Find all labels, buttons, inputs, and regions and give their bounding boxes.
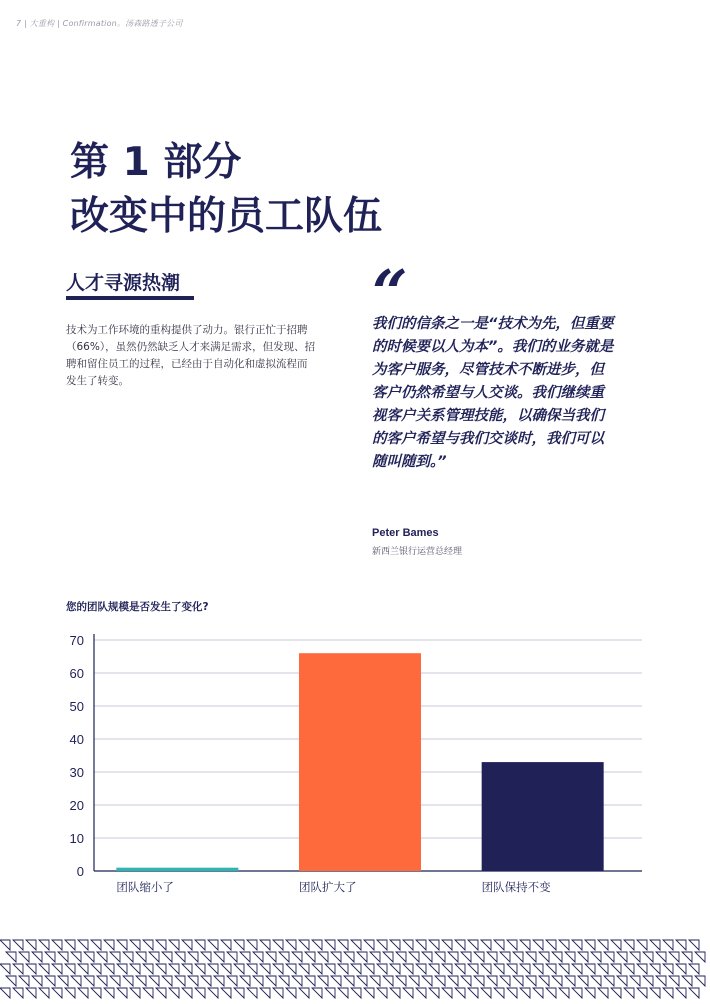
triangle-outline-icon: [357, 976, 367, 986]
triangle-outline-icon: [240, 976, 250, 986]
triangle-outline-icon: [630, 952, 640, 962]
triangle-outline-icon: [260, 940, 270, 950]
triangle-outline-icon: [52, 940, 62, 950]
triangle-outline-icon: [84, 976, 94, 986]
triangle-outline-icon: [663, 964, 673, 974]
triangle-outline-icon: [416, 964, 426, 974]
triangle-outline-icon: [338, 940, 348, 950]
triangle-outline-icon: [546, 964, 556, 974]
triangle-outline-icon: [598, 964, 608, 974]
triangle-outline-icon: [468, 988, 478, 998]
triangle-outline-icon: [344, 952, 354, 962]
triangle-outline-icon: [650, 940, 660, 950]
triangle-outline-icon: [110, 976, 120, 986]
triangle-outline-icon: [39, 964, 49, 974]
triangle-outline-icon: [253, 952, 263, 962]
triangle-outline-icon: [338, 964, 348, 974]
triangle-outline-icon: [689, 988, 699, 998]
triangle-outline-icon: [169, 988, 179, 998]
triangle-outline-icon: [533, 964, 543, 974]
triangle-outline-icon: [260, 988, 270, 998]
triangle-outline-icon: [533, 940, 543, 950]
triangle-outline-icon: [663, 940, 673, 950]
triangle-outline-icon: [429, 988, 439, 998]
triangle-outline-icon: [13, 940, 23, 950]
triangle-outline-icon: [143, 988, 153, 998]
triangle-outline-icon: [266, 976, 276, 986]
triangle-outline-icon: [572, 988, 582, 998]
triangle-outline-icon: [169, 964, 179, 974]
triangle-outline-icon: [78, 964, 88, 974]
triangle-outline-icon: [585, 940, 595, 950]
triangle-outline-icon: [6, 952, 16, 962]
triangle-outline-icon: [71, 976, 81, 986]
triangle-outline-icon: [156, 940, 166, 950]
triangle-outline-icon: [305, 976, 315, 986]
triangle-outline-icon: [123, 976, 133, 986]
triangle-outline-icon: [585, 964, 595, 974]
triangle-outline-icon: [299, 940, 309, 950]
triangle-outline-icon: [494, 988, 504, 998]
triangle-outline-icon: [260, 964, 270, 974]
triangle-outline-icon: [507, 988, 517, 998]
quote-author-role: 新西兰银行运营总经理: [372, 547, 463, 557]
triangle-outline-icon: [299, 988, 309, 998]
triangle-outline-icon: [689, 964, 699, 974]
triangle-outline-icon: [370, 976, 380, 986]
triangle-outline-icon: [188, 976, 198, 986]
triangle-outline-icon: [669, 976, 679, 986]
triangle-outline-icon: [507, 964, 517, 974]
section-heading: 人才寻源热潮: [66, 272, 181, 294]
triangle-outline-icon: [669, 952, 679, 962]
triangle-outline-icon: [364, 964, 374, 974]
triangle-outline-icon: [175, 952, 185, 962]
triangle-outline-icon: [208, 964, 218, 974]
triangle-outline-icon: [136, 976, 146, 986]
triangle-outline-icon: [221, 940, 231, 950]
triangle-outline-icon: [65, 964, 75, 974]
triangle-outline-icon: [637, 964, 647, 974]
triangle-outline-icon: [130, 940, 140, 950]
triangle-outline-icon: [234, 940, 244, 950]
triangle-outline-icon: [208, 988, 218, 998]
triangle-outline-icon: [435, 952, 445, 962]
triangle-outline-icon: [617, 976, 627, 986]
triangle-outline-icon: [0, 964, 10, 974]
triangle-outline-icon: [84, 952, 94, 962]
triangle-outline-icon: [429, 964, 439, 974]
triangle-outline-icon: [195, 940, 205, 950]
triangle-outline-icon: [104, 988, 114, 998]
triangle-outline-icon: [474, 976, 484, 986]
triangle-outline-icon: [572, 940, 582, 950]
triangle-outline-icon: [32, 976, 42, 986]
triangle-outline-icon: [175, 976, 185, 986]
triangle-outline-icon: [325, 988, 335, 998]
triangle-outline-icon: [286, 940, 296, 950]
triangle-outline-icon: [650, 964, 660, 974]
triangle-outline-icon: [156, 988, 166, 998]
triangle-outline-icon: [364, 988, 374, 998]
triangle-outline-icon: [617, 952, 627, 962]
triangle-outline-icon: [312, 988, 322, 998]
triangle-outline-icon: [637, 940, 647, 950]
triangle-outline-icon: [552, 976, 562, 986]
triangle-outline-icon: [214, 976, 224, 986]
bar: [116, 868, 238, 871]
triangle-outline-icon: [396, 952, 406, 962]
triangle-outline-icon: [273, 940, 283, 950]
triangle-outline-icon: [65, 940, 75, 950]
triangle-outline-icon: [91, 940, 101, 950]
triangle-outline-icon: [136, 952, 146, 962]
triangle-outline-icon: [520, 964, 530, 974]
triangle-outline-icon: [377, 964, 387, 974]
triangle-outline-icon: [559, 988, 569, 998]
triangle-outline-icon: [247, 940, 257, 950]
triangle-outline-icon: [32, 952, 42, 962]
triangle-outline-icon: [539, 952, 549, 962]
triangle-outline-icon: [422, 952, 432, 962]
triangle-outline-icon: [481, 940, 491, 950]
triangle-outline-icon: [409, 976, 419, 986]
triangle-outline-icon: [273, 964, 283, 974]
triangle-outline-icon: [162, 952, 172, 962]
triangle-outline-icon: [364, 940, 374, 950]
triangle-outline-icon: [630, 976, 640, 986]
triangle-outline-icon: [227, 976, 237, 986]
triangle-outline-icon: [572, 964, 582, 974]
y-tick-label: 70: [69, 633, 84, 648]
triangle-outline-icon: [169, 940, 179, 950]
triangle-outline-icon: [130, 988, 140, 998]
triangle-outline-icon: [227, 952, 237, 962]
triangle-outline-icon: [403, 940, 413, 950]
triangle-outline-icon: [455, 988, 465, 998]
triangle-outline-icon: [97, 952, 107, 962]
triangle-outline-icon: [325, 964, 335, 974]
triangle-outline-icon: [325, 940, 335, 950]
triangle-outline-icon: [195, 988, 205, 998]
x-category-label: 团队缩小了: [116, 880, 174, 894]
triangle-outline-icon: [78, 988, 88, 998]
triangle-outline-icon: [416, 988, 426, 998]
triangle-outline-icon: [513, 976, 523, 986]
triangle-outline-icon: [409, 952, 419, 962]
triangle-outline-icon: [247, 988, 257, 998]
triangle-outline-icon: [312, 940, 322, 950]
triangle-outline-icon: [182, 988, 192, 998]
triangle-outline-icon: [234, 988, 244, 998]
triangle-outline-icon: [344, 976, 354, 986]
quote-author: Peter Bames: [372, 527, 439, 539]
triangle-outline-icon: [13, 964, 23, 974]
triangle-outline-icon: [351, 940, 361, 950]
triangle-outline-icon: [351, 964, 361, 974]
triangle-outline-icon: [650, 988, 660, 998]
triangle-outline-icon: [624, 988, 634, 998]
triangle-outline-icon: [474, 952, 484, 962]
triangle-outline-icon: [221, 988, 231, 998]
triangle-outline-icon: [247, 964, 257, 974]
triangle-outline-icon: [500, 952, 510, 962]
triangle-outline-icon: [390, 988, 400, 998]
triangle-outline-icon: [279, 976, 289, 986]
triangle-outline-icon: [117, 964, 127, 974]
triangle-outline-icon: [312, 964, 322, 974]
triangle-outline-icon: [585, 988, 595, 998]
triangle-outline-icon: [162, 976, 172, 986]
triangle-outline-icon: [565, 976, 575, 986]
triangle-outline-icon: [279, 952, 289, 962]
triangle-outline-icon: [604, 976, 614, 986]
triangle-outline-icon: [403, 964, 413, 974]
triangle-outline-icon: [0, 988, 10, 998]
pull-quote: 我们的信条之一是“技术为先，但重要的时候要以人为本”。我们的业务就是为客户服务，尽管技术不断进步，但客户仍然希望与人交谈。我们继续重视客户关系管理技能，以确保当我们的客户希望与我们交谈时，我们可以随叫随到。”: [372, 316, 614, 470]
triangle-outline-icon: [624, 940, 634, 950]
triangle-outline-icon: [318, 976, 328, 986]
triangle-outline-icon: [526, 976, 536, 986]
triangle-outline-icon: [676, 964, 686, 974]
triangle-outline-icon: [234, 964, 244, 974]
triangle-outline-icon: [331, 976, 341, 986]
triangle-outline-icon: [97, 976, 107, 986]
bar: [299, 653, 421, 871]
x-category-label: 团队保持不变: [481, 880, 551, 894]
triangle-outline-icon: [663, 988, 673, 998]
triangle-outline-icon: [52, 964, 62, 974]
triangle-outline-icon: [201, 976, 211, 986]
triangle-outline-icon: [546, 988, 556, 998]
triangle-outline-icon: [286, 988, 296, 998]
triangle-outline-icon: [520, 940, 530, 950]
triangle-outline-icon: [539, 976, 549, 986]
triangle-outline-icon: [266, 952, 276, 962]
triangle-outline-icon: [143, 964, 153, 974]
triangle-outline-icon: [611, 988, 621, 998]
triangle-outline-icon: [429, 940, 439, 950]
triangle-outline-icon: [552, 952, 562, 962]
section-body-text: 技术为工作环境的重构提供了动力。银行正忙于招聘（66%），虽然仍然缺乏人才来满足需求，但发现、招聘和留住员工的过程，已经由于自动化和虚拟流程而发生了转变。: [66, 324, 316, 387]
triangle-outline-icon: [656, 952, 666, 962]
triangle-outline-icon: [182, 964, 192, 974]
triangle-outline-icon: [695, 952, 705, 962]
triangle-outline-icon: [487, 976, 497, 986]
triangle-outline-icon: [357, 952, 367, 962]
triangle-outline-icon: [455, 964, 465, 974]
triangle-outline-icon: [58, 952, 68, 962]
triangle-outline-icon: [520, 988, 530, 998]
triangle-outline-icon: [13, 988, 23, 998]
triangle-outline-icon: [273, 988, 283, 998]
triangle-outline-icon: [214, 952, 224, 962]
triangle-outline-icon: [591, 976, 601, 986]
triangle-outline-icon: [637, 988, 647, 998]
section-underline: [66, 296, 194, 300]
triangle-outline-icon: [396, 976, 406, 986]
triangle-outline-icon: [682, 952, 692, 962]
triangle-outline-icon: [201, 952, 211, 962]
triangle-outline-icon: [643, 976, 653, 986]
triangle-outline-icon: [383, 952, 393, 962]
triangle-outline-icon: [656, 976, 666, 986]
triangle-outline-icon: [442, 988, 452, 998]
triangle-outline-icon: [442, 964, 452, 974]
triangle-outline-icon: [318, 952, 328, 962]
triangle-outline-icon: [689, 940, 699, 950]
triangle-outline-icon: [65, 988, 75, 998]
triangle-outline-icon: [45, 976, 55, 986]
triangle-outline-icon: [58, 976, 68, 986]
triangle-outline-icon: [286, 964, 296, 974]
triangle-outline-icon: [26, 988, 36, 998]
triangle-outline-icon: [416, 940, 426, 950]
y-tick-label: 30: [69, 765, 84, 780]
triangle-outline-icon: [461, 976, 471, 986]
triangle-outline-icon: [455, 940, 465, 950]
triangle-outline-icon: [695, 976, 705, 986]
triangle-outline-icon: [26, 964, 36, 974]
triangle-outline-icon: [19, 952, 29, 962]
triangle-outline-icon: [6, 976, 16, 986]
triangle-outline-icon: [188, 952, 198, 962]
triangle-outline-icon: [383, 976, 393, 986]
triangle-outline-icon: [91, 964, 101, 974]
triangle-outline-icon: [578, 952, 588, 962]
triangle-outline-icon: [39, 940, 49, 950]
triangle-outline-icon: [565, 952, 575, 962]
triangle-outline-icon: [682, 976, 692, 986]
triangle-outline-icon: [624, 964, 634, 974]
triangle-outline-icon: [117, 988, 127, 998]
triangle-outline-icon: [494, 940, 504, 950]
triangle-outline-icon: [526, 952, 536, 962]
triangle-outline-icon: [559, 964, 569, 974]
triangle-outline-icon: [598, 988, 608, 998]
x-category-label: 团队扩大了: [299, 880, 357, 894]
triangle-outline-icon: [500, 976, 510, 986]
triangle-outline-icon: [390, 940, 400, 950]
triangle-outline-icon: [143, 940, 153, 950]
triangle-outline-icon: [468, 964, 478, 974]
triangle-outline-icon: [591, 952, 601, 962]
part-number: 第 1 部分: [70, 140, 242, 185]
chart-title: 您的团队规模是否发生了变化?: [66, 601, 209, 613]
triangle-pattern-icon: [0, 938, 710, 1004]
running-header: 7 | 大重构 | Confirmation。汤森路透子公司: [16, 19, 183, 28]
triangle-outline-icon: [71, 952, 81, 962]
y-tick-label: 0: [76, 864, 84, 879]
triangle-outline-icon: [240, 952, 250, 962]
bar-chart: [40, 620, 660, 900]
triangle-outline-icon: [494, 964, 504, 974]
triangle-outline-icon: [546, 940, 556, 950]
triangle-outline-icon: [292, 976, 302, 986]
triangle-outline-icon: [78, 940, 88, 950]
triangle-outline-icon: [611, 964, 621, 974]
part-title: [70, 136, 382, 244]
triangle-outline-icon: [676, 988, 686, 998]
triangle-outline-icon: [26, 940, 36, 950]
triangle-outline-icon: [110, 952, 120, 962]
triangle-outline-icon: [481, 988, 491, 998]
triangle-outline-icon: [39, 988, 49, 998]
y-tick-label: 60: [69, 666, 84, 681]
triangle-outline-icon: [507, 940, 517, 950]
triangle-outline-icon: [305, 952, 315, 962]
bar: [482, 762, 604, 871]
triangle-outline-icon: [442, 940, 452, 950]
triangle-outline-icon: [461, 952, 471, 962]
triangle-outline-icon: [422, 976, 432, 986]
triangle-outline-icon: [208, 940, 218, 950]
triangle-outline-icon: [253, 976, 263, 986]
triangle-outline-icon: [468, 940, 478, 950]
y-tick-label: 40: [69, 732, 84, 747]
triangle-outline-icon: [377, 988, 387, 998]
triangle-outline-icon: [52, 988, 62, 998]
triangle-outline-icon: [123, 952, 133, 962]
triangle-outline-icon: [45, 952, 55, 962]
part-subtitle: 改变中的员工队伍: [70, 194, 383, 239]
triangle-outline-icon: [611, 940, 621, 950]
y-tick-label: 50: [69, 699, 84, 714]
quote-mark-icon: “: [372, 256, 408, 329]
triangle-outline-icon: [221, 964, 231, 974]
triangle-outline-icon: [643, 952, 653, 962]
triangle-outline-icon: [448, 976, 458, 986]
triangle-outline-icon: [91, 988, 101, 998]
y-tick-label: 10: [69, 831, 84, 846]
triangle-outline-icon: [331, 952, 341, 962]
triangle-outline-icon: [299, 964, 309, 974]
triangle-outline-icon: [0, 940, 10, 950]
triangle-outline-icon: [351, 988, 361, 998]
triangle-outline-icon: [292, 952, 302, 962]
triangle-outline-icon: [513, 952, 523, 962]
triangle-outline-icon: [195, 964, 205, 974]
triangle-outline-icon: [390, 964, 400, 974]
triangle-outline-icon: [533, 988, 543, 998]
triangle-outline-icon: [481, 964, 491, 974]
triangle-outline-icon: [182, 940, 192, 950]
triangle-outline-icon: [156, 964, 166, 974]
triangle-outline-icon: [149, 976, 159, 986]
y-tick-label: 20: [69, 798, 84, 813]
triangle-outline-icon: [487, 952, 497, 962]
triangle-outline-icon: [676, 940, 686, 950]
triangle-outline-icon: [377, 940, 387, 950]
triangle-outline-icon: [149, 952, 159, 962]
triangle-outline-icon: [117, 940, 127, 950]
triangle-outline-icon: [435, 976, 445, 986]
triangle-outline-icon: [604, 952, 614, 962]
triangle-outline-icon: [559, 940, 569, 950]
triangle-outline-icon: [19, 976, 29, 986]
triangle-outline-icon: [338, 988, 348, 998]
triangle-outline-icon: [104, 964, 114, 974]
triangle-outline-icon: [104, 940, 114, 950]
triangle-outline-icon: [370, 952, 380, 962]
triangle-outline-icon: [578, 976, 588, 986]
triangle-outline-icon: [448, 952, 458, 962]
triangle-outline-icon: [130, 964, 140, 974]
triangle-outline-icon: [598, 940, 608, 950]
triangle-outline-icon: [403, 988, 413, 998]
